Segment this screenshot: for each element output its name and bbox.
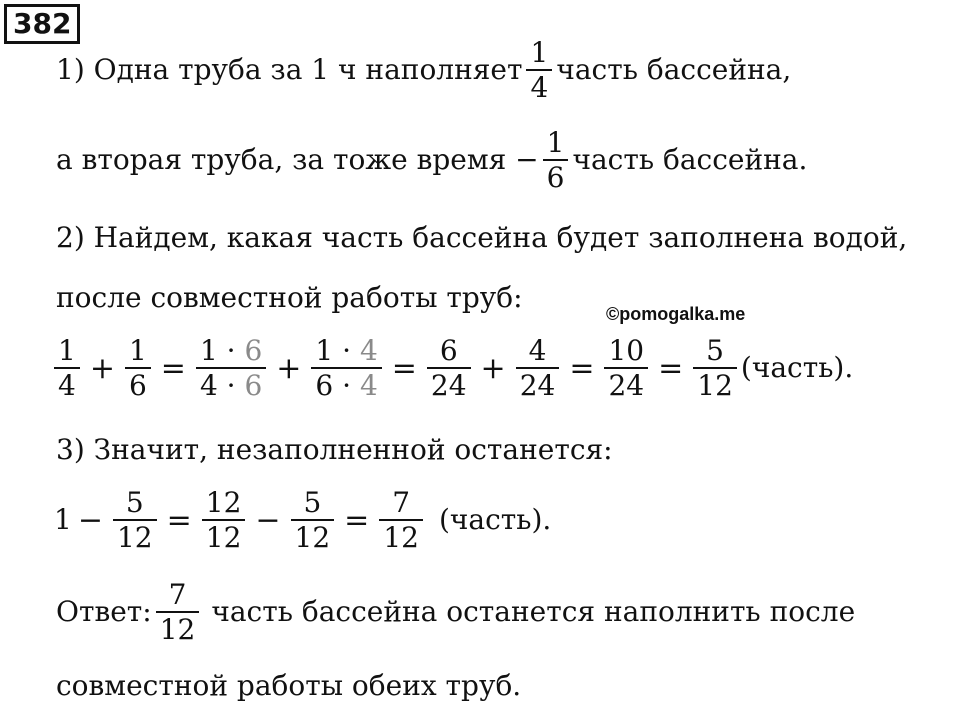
denominator: 4	[526, 69, 552, 102]
fraction	[113, 488, 157, 553]
numerator: 1	[530, 36, 549, 69]
plus-sign: +	[89, 350, 115, 386]
denominator: 24	[516, 367, 560, 400]
numerator: 12	[205, 486, 242, 519]
fraction	[379, 488, 423, 553]
minus-sign: −	[77, 502, 103, 538]
step1-text-before: 1) Одна труба за 1 ч наполняет	[56, 53, 523, 87]
numerator: 6	[439, 334, 458, 367]
multiplier: 6	[244, 369, 263, 403]
equation-remainder	[54, 488, 551, 553]
equals-sign: =	[569, 350, 595, 386]
fraction	[427, 336, 471, 401]
problem-number: 382	[4, 4, 80, 44]
denominator	[311, 367, 381, 403]
step2-text: после совместной работы труб:	[56, 281, 523, 314]
denominator: 12	[202, 519, 246, 552]
answer-text: часть бассейна останется наполнить после	[211, 595, 856, 629]
numerator: 1	[58, 334, 76, 367]
step1b-text-before: а вторая труба, за тоже время −	[56, 143, 539, 177]
multiplier: 6	[244, 334, 263, 367]
numerator-part: 1 ·	[199, 334, 245, 367]
step1b-line	[56, 128, 807, 193]
denominator-part: 6 ·	[315, 369, 360, 403]
step2-line1	[56, 221, 908, 254]
denominator	[196, 367, 266, 403]
answer-label: Ответ:	[56, 595, 152, 629]
equals-sign: =	[160, 350, 186, 386]
numerator: 7	[392, 486, 411, 519]
equation-sum	[50, 336, 853, 401]
denominator: 6	[543, 159, 569, 192]
equals-sign: =	[166, 502, 192, 538]
denominator: 12	[291, 519, 335, 552]
fraction	[516, 336, 560, 401]
equals-sign: =	[391, 350, 417, 386]
denominator: 24	[604, 367, 648, 400]
fraction	[202, 488, 246, 553]
fraction	[54, 336, 80, 401]
denominator: 12	[113, 519, 157, 552]
step2-line2	[56, 281, 523, 314]
unit-suffix: (часть).	[438, 503, 552, 537]
plus-sign: +	[480, 350, 506, 386]
numerator: 1	[546, 126, 565, 159]
plus-sign: +	[276, 350, 302, 386]
equals-sign: =	[344, 502, 370, 538]
step1-text-after: часть бассейна,	[556, 53, 792, 87]
fraction	[311, 336, 381, 401]
numerator	[196, 336, 266, 367]
answer-text: совместной работы обеих труб.	[56, 669, 522, 702]
numerator: 7	[168, 578, 187, 611]
step1-line	[56, 38, 791, 103]
denominator: 24	[427, 367, 471, 400]
denominator: 12	[379, 519, 423, 552]
fraction	[196, 336, 266, 401]
numerator: 4	[528, 334, 547, 367]
fraction	[693, 336, 737, 401]
numerator: 10	[608, 334, 645, 367]
step3-text: 3) Значит, незаполненной останется:	[56, 433, 613, 466]
multiplier: 4	[359, 334, 378, 367]
numerator: 5	[303, 486, 322, 519]
denominator: 6	[125, 367, 151, 400]
equals-sign: =	[658, 350, 684, 386]
numerator: 5	[706, 334, 724, 367]
step3-line	[56, 433, 613, 466]
fraction	[125, 336, 151, 401]
numerator: 5	[125, 486, 144, 519]
fraction	[156, 580, 200, 645]
unit-suffix: (часть).	[740, 351, 854, 385]
watermark: ©pomogalka.me	[606, 304, 746, 324]
fraction	[604, 336, 648, 401]
fraction	[291, 488, 335, 553]
denominator: 12	[693, 367, 737, 400]
fraction	[543, 128, 569, 193]
minus-sign: −	[255, 502, 281, 538]
lead-number: 1	[54, 503, 72, 537]
numerator	[311, 336, 381, 367]
step2-text: 2) Найдем, какая часть бассейна будет заполнена водой,	[56, 221, 908, 254]
numerator-part: 1 ·	[315, 334, 360, 367]
denominator: 4	[54, 367, 80, 400]
answer-line	[56, 580, 855, 645]
multiplier: 4	[359, 369, 378, 403]
denominator-part: 4 ·	[199, 369, 245, 403]
answer-line2	[56, 669, 522, 702]
denominator: 12	[156, 611, 200, 644]
numerator: 1	[128, 334, 147, 367]
step1b-text-after: часть бассейна.	[572, 143, 808, 177]
fraction	[526, 38, 552, 103]
